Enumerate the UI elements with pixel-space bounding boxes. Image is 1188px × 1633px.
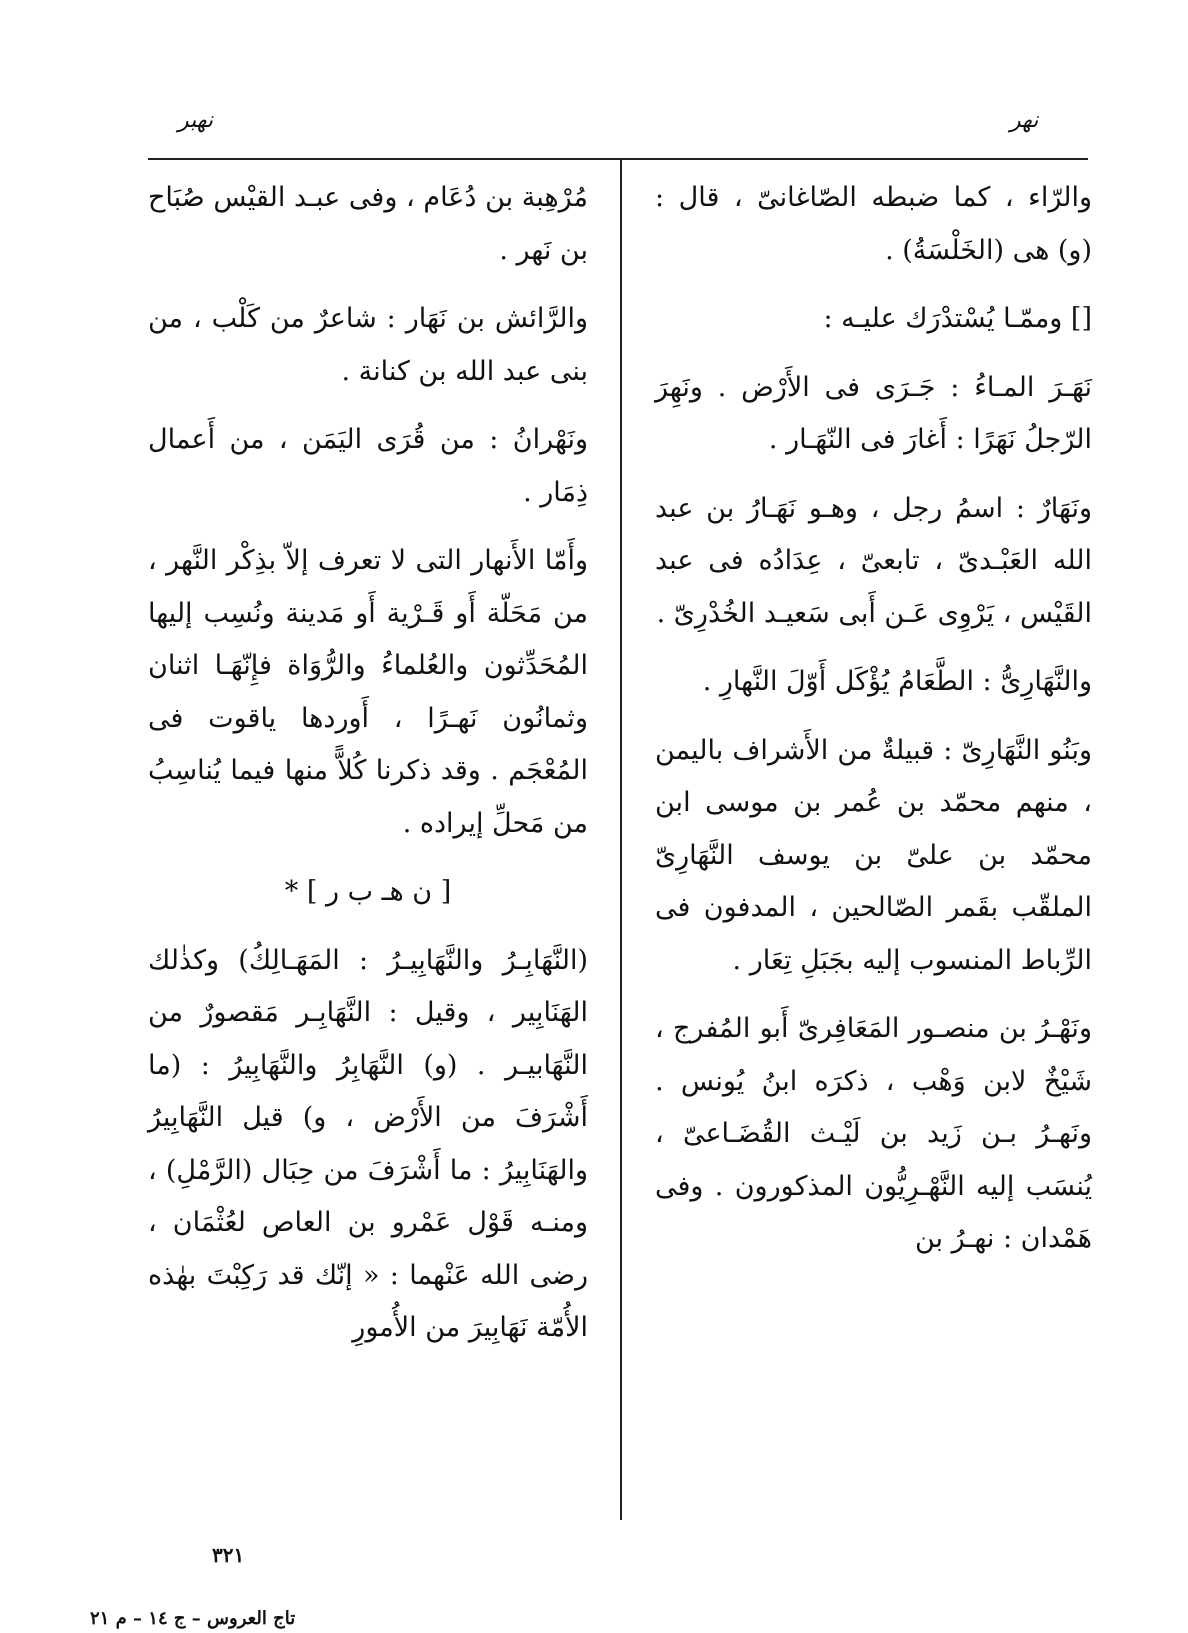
running-header-right: نهر xyxy=(1010,108,1039,133)
paragraph: وبَنُو النَّهَارِىّ : قبيلةٌ من الأَشراف باليمن ، منهم محمّد بن عُمر بن موسى ابن محمّد بن علىّ بن يوسف النَّهَارِىّ الملقّب بقَمر الصّالحين ، المدفون فى الرِّباط المنسوب إليه بجَبَلِ تِعَار . xyxy=(655,734,1092,976)
column-divider xyxy=(620,158,622,1520)
entry-heading: [ ن هـ ب ر ] * xyxy=(284,876,452,907)
footer-signature: تاج العروس – ج ١٤ – م ٢١ xyxy=(90,1608,296,1629)
paragraph: مُرْهِبة بن دُعَام ، وفى عبـد القيْس صُبَاح بن نَهر . xyxy=(148,182,588,266)
left-column xyxy=(148,172,588,1371)
paragraph: والرّاء ، كما ضبطه الصّاغانىّ ، قال : (و) هى (الخَلْسَةُ) . xyxy=(655,182,1092,266)
paragraph: والرَّائش بن نَهَار : شاعرٌ من كَلْب ، من بنى عبد الله بن كنانة . xyxy=(148,303,588,387)
right-column xyxy=(655,172,1092,1282)
paragraph: وأَمّا الأَنهار التى لا تعرف إلاّ بذِكْر النَّهر ، من مَحَلّة أَو قَـرْية أَو مَدينة ونُسِب إليها المُحَدِّثون والعُلماءُ والرُّوَاة فإِنّهَـا اثنان وثمانُون نَهـرًا ، أَوردها ياقوت فى المُعْجَم . وقد ذكرنا كُلاًّ منها فيما يُناسِبُ من مَحلِّ إيراده . xyxy=(148,545,588,839)
paragraph: نَهَـرَ المـاءُ : جَـرَى فى الأَرْض . ونَهِرَ الرّجلُ نَهَرًا : أَغارَ فى النّهَـار . xyxy=(655,371,1092,455)
paragraph: (النَّهَابِـرُ والنَّهَابِيـرُ : المَهَـالِكُ) وكذٰلك الهَنَابِير ، وقيل : النَّهَابِـر مَقصورٌ من النَّهَابيـر . (و) النَّهَابِرُ والنَّهَابِيرُ : (ما أَشْرَفَ من الأَرْض ، و) قيل النَّهَابِيرُ والهَنَابِيرُ : ما أَشْرَفَ من حِبَال (الرَّمْلِ) ، ومنـه قَوْل عَمْرو بن العاص لعُثْمَان ، رضى الله عَنْهما : « إنّك قد رَكِبْتَ بهٰذه الأُمّة نَهَابِيرَ من الأُمورِ xyxy=(148,944,588,1343)
paragraph: والنَّهَارِىُّ : الطَّعَامُ يُؤْكَل أَوّلَ النَّهارِ . xyxy=(702,666,1092,697)
running-header-left: نهبر xyxy=(178,108,214,133)
paragraph: ونَهَارٌ : اسمُ رجل ، وهـو نَهَـارُ بن عبد الله العَبْـدىّ ، تابعىّ ، عِدَادُه فى عبد القَيْس ، يَرْوِى عَـن أَبى سَعيـد الخُدْرِىّ . xyxy=(655,492,1092,629)
header-rule xyxy=(148,158,1088,160)
paragraph: ونَهْـرُ بن منصـور المَعَافِرىّ أَبو المُفرج ، شَيْخٌ لابن وَهْب ، ذكرَه ابنُ يُونس . ونَهـرُ بـن زَيد بن لَيْـث القُضَـاعىّ ، يُنسَب إليه النَّهْـرِيُّون المذكورون . وفى هَمْدان : نهـرُ بن xyxy=(655,1013,1092,1254)
paragraph: [] وممّـا يُسْتدْرَك عليـه : xyxy=(823,303,1092,334)
page-number: ٣٢١ xyxy=(212,1543,245,1567)
paragraph: ونَهْرانُ : من قُرَى اليَمَن ، من أَعمال ذِمَار . xyxy=(148,424,588,508)
